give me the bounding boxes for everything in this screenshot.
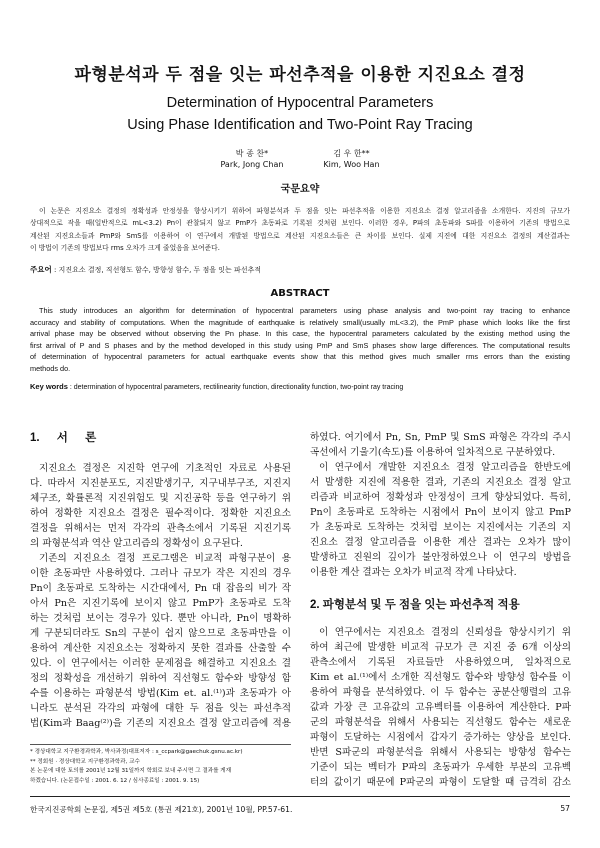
korean-abstract (30, 205, 570, 255)
text-line: 상대적으로 작을 때(일반적으로 mL<3.2) Pn이 관찰되지 않고 PmP가 초동파로 기록된 것처럼 보인다. 이러한 경우, P파의 초동파와 S파를 이용하여 기존의 방법으로 (30, 219, 570, 228)
text-line: Pn이 초동파로 도착하는 시간대에서, Pn 대 잡음의 비가 작 (30, 583, 291, 594)
english-abstract (30, 305, 570, 375)
text-line: 리즘과 비교하여 정확성과 안정성이 크게 향상되었다. 특히, (310, 492, 571, 503)
paper-title-english (0, 92, 600, 136)
text-line: 지진요소 결정은 지진학 연구에 기초적인 자료로 사용된 (39, 463, 291, 474)
text-line: * 경상대학교 지구환경과학과, 박사과정(대표저자 : s_ccpark@gaechuk.gsnu.ac.kr) (30, 749, 243, 755)
text-line: 발생하고 진원의 깊이가 불안정하였으나 이 연구의 방법을 (310, 552, 571, 563)
title-line: Using Phase Identification and Two-Point Ray Tracing (127, 117, 473, 133)
journal-citation: 한국지진공학회 논문집, 제5권 제5호 (통권 제21호), 2001년 10월, PP.57-61. (30, 805, 293, 814)
text-line: 용하여 파형을 분석하였다. 이 두 함수는 공분산행렬의 고유 (310, 687, 571, 698)
paper-title-korean: 파형분석과 두 점을 잇는 파선추적을 이용한 지진요소 결정 (74, 65, 526, 85)
section-1-heading: 1. 서 론 (30, 432, 97, 444)
footnotes (30, 748, 291, 786)
text-line: 니라도 분석된 각각의 파형에 대한 두 점을 잇는 파선추적 (30, 703, 291, 714)
text-line: 의 파형분석과 역산 알고리즘의 정확성이 요구된다. (30, 538, 243, 549)
text-line: 반면 S파군의 파형분석을 위해서 사용되는 방향성 함수는 (310, 747, 571, 758)
author-name-english: Kim, Woo Han (323, 160, 380, 169)
author (323, 148, 379, 170)
keywords-text: : 지진요소 결정, 직선형도 함수, 방향성 함수, 두 점을 잇는 파선추적 (51, 266, 262, 274)
footnote-divider (30, 744, 291, 745)
text-line: 법(Kim과 Baag⁽²⁾)을 기존의 지진요소 결정 알고리즘에 적용 (30, 718, 291, 729)
text-line: 아서 Pn은 지진기록에 보이지 않고 PmP가 초동파로 도착 (30, 598, 291, 609)
keywords-label: 주요어 (30, 265, 52, 274)
page-number: 57 (560, 804, 570, 813)
authors (0, 148, 600, 170)
title-line: Determination of Hypocentral Parameters (166, 95, 434, 111)
text-line: 파형이 도달하는 시점에서 갑자기 증가하는 양상을 보인다. (310, 732, 571, 743)
text-line: 이 방법이 기존의 방법보다 rms 오차가 크게 줄었음을 보여준다. (30, 244, 220, 253)
text-line: 게 구분되더라도 Sn의 구분이 쉽지 않으므로 초동파만을 이 (30, 628, 291, 639)
footer-divider (30, 796, 570, 797)
text-line: 이 연구에서 개발한 지진요소 결정 알고리즘을 한반도에 (319, 462, 571, 473)
text-line: 가 초동파로 도착하는 것처럼 보이는 지진에서는 기존의 지 (310, 522, 571, 533)
text-line: accuracy and stability of computations. When the magnitude of earthquake is relatively small(usually mL<3.2), the PmP phase which looks like the first (30, 317, 570, 327)
text-line: 이용한 계산 결과는 오차가 비교적 작게 나타났다. (310, 567, 517, 578)
text-line: 곡선에서 기울기(속도)를 이용하여 일차적으로 구분하였다. (310, 447, 556, 458)
text-line: 관측소에서 기록된 자료들만 사용하였으며, 일차적으로 (310, 657, 571, 668)
text-line: 기준이 되는 벡터가 P파의 초동파가 우세한 부분의 고유벡 (310, 762, 571, 773)
text-line: 용하여 계산한 지진요소는 정확하지 못한 결과를 산출할 수 (30, 643, 291, 654)
text-line: 계산된 지진요소들과 PmP와 SmS를 이용하여 이 연구에서 개발된 방법으로 계산된 지진요소들은 큰 차이를 보인다. 실제 지진에 대한 지진요소 결정의 계산결과는 (30, 231, 570, 240)
text-line: 진요소 결정 알고리즘을 이용한 계산 결과는 오차가 많이 (310, 537, 571, 548)
text-line: 하여 최근에 발생한 비교적 규모가 큰 지진 중 6개 이상의 (310, 642, 571, 653)
author-name-korean: 김 우 한** (333, 149, 370, 158)
abstract-heading: ABSTRACT (270, 288, 330, 299)
text-line: 군의 파형분석을 위해서 사용되는 직선형도 함수는 새로운 (310, 717, 571, 728)
text-line: 있다. 이 연구에서는 이러한 문제점을 해결하고 지진요소 결 (30, 658, 291, 669)
text-line: arrival phase may be observed without observing the Pn phase. In this case, the hypocentral parameters calculated by the existing method using the (30, 329, 570, 339)
text-line: 하였다. 여기에서 Pn, Sn, PmP 및 SmS 파형은 각각의 주시 (310, 432, 571, 443)
text-line: 하겠습니다. (논문접수일 : 2001. 6. 12 / 심사종료일 : 2001. 9. 15) (30, 777, 200, 784)
english-keywords (30, 382, 570, 393)
text-line: 수를 이용하는 파형분석 방법(Kim et. al.⁽¹⁾)과 초동파가 아 (30, 688, 291, 699)
text-line: 본 논문에 대한 토의를 2001년 12월 31일까지 학회로 보내 주시면 그 결과를 게재 (30, 768, 232, 774)
left-column-text (30, 461, 291, 731)
author-name-korean: 박 종 찬* (235, 149, 269, 158)
section-2-heading: 2. 파형분석 및 두 점을 잇는 파선추적 적용 (310, 599, 520, 611)
text-line: 이 연구에서는 지진요소 결정의 신뢰성을 향상시키기 위 (319, 627, 571, 638)
text-line: methods do. (30, 363, 71, 373)
text-line: ** 정회원 · 경상대학교 지구환경과학과, 교수 (30, 758, 140, 765)
text-line: Pn이 초동파로 도착하는 시점에서 Pn이 보이지 않고 PmP (310, 507, 571, 518)
text-line: 다. 따라서 지진분포도, 지진발생기구, 지구내부구조, 지진지 (30, 478, 291, 489)
text-line: 이 논문은 지진요소 결정의 정확성과 안정성을 향상시키기 위하여 파형분석과 두 점을 잇는 파선추적을 이용한 지진요소 결정 알고리즘을 소개한다. 지진의 규모가 (39, 207, 570, 215)
text-line: 하여 정확한 지진요소 결정은 필수적이다. 정확한 지진요소 (30, 508, 291, 519)
korean-abstract-heading: 국문요약 (280, 184, 320, 195)
text-line: 값과 가장 큰 고유값의 고유벡터를 이용하여 계산한다. P파 (310, 702, 571, 713)
text-line: first arrival of P and S phases and by the method developed in this study using PmP and SmS phases show large differences. The computational results (30, 340, 570, 350)
page-footer (30, 804, 570, 815)
text-line: Kim et al.⁽¹⁾에서 소개한 직선형도 함수와 방향성 함수를 이 (310, 672, 571, 683)
text-line: 정의 정확성을 개선하기 위하여 직선형도 함수와 방향성 함 (30, 673, 291, 684)
author-name-english: Park, Jong Chan (220, 160, 284, 169)
right-column-text (310, 430, 571, 580)
text-line: 서 발생한 지진에 적용한 결과, 기존의 지진요소 결정 알고 (310, 477, 571, 488)
text-line: 결정을 위해서는 먼저 각각의 관측소에서 기록된 지진기록 (30, 523, 291, 534)
text-line: 이한 초동파만 사용하였다. 그러나 규모가 작은 지진의 경우 (30, 568, 291, 579)
text-line: 터의 값이기 때문에 P파군의 파형이 도달할 때 급격히 감소 (310, 777, 571, 788)
keywords-label: Key words (30, 382, 68, 391)
text-line: 기존의 지진요소 결정 프로그램은 비교적 파형구분이 용 (39, 553, 291, 564)
text-line: of determination of hypocentral parameters for actual earthquake events show that this method gives much smaller rms errors than the existing (30, 352, 570, 362)
author (220, 148, 283, 170)
section-2-text (310, 625, 571, 790)
korean-keywords (30, 265, 570, 275)
keywords-text: : determination of hypocentral parameters, rectilinearity function, directionality function, two-point ray tracing (67, 384, 404, 391)
text-line: This study introduces an algorithm for determination of hypocentral parameters using phase analysis and two-point ray tracing to enhance (39, 306, 570, 315)
text-line: 하는 것처럼 보이는 경우가 있다. 뿐만 아니라, Pn이 명확하 (30, 613, 291, 624)
text-line: 체구조, 확률론적 지진위험도 및 지진공학 등을 연구하기 위 (30, 493, 291, 504)
